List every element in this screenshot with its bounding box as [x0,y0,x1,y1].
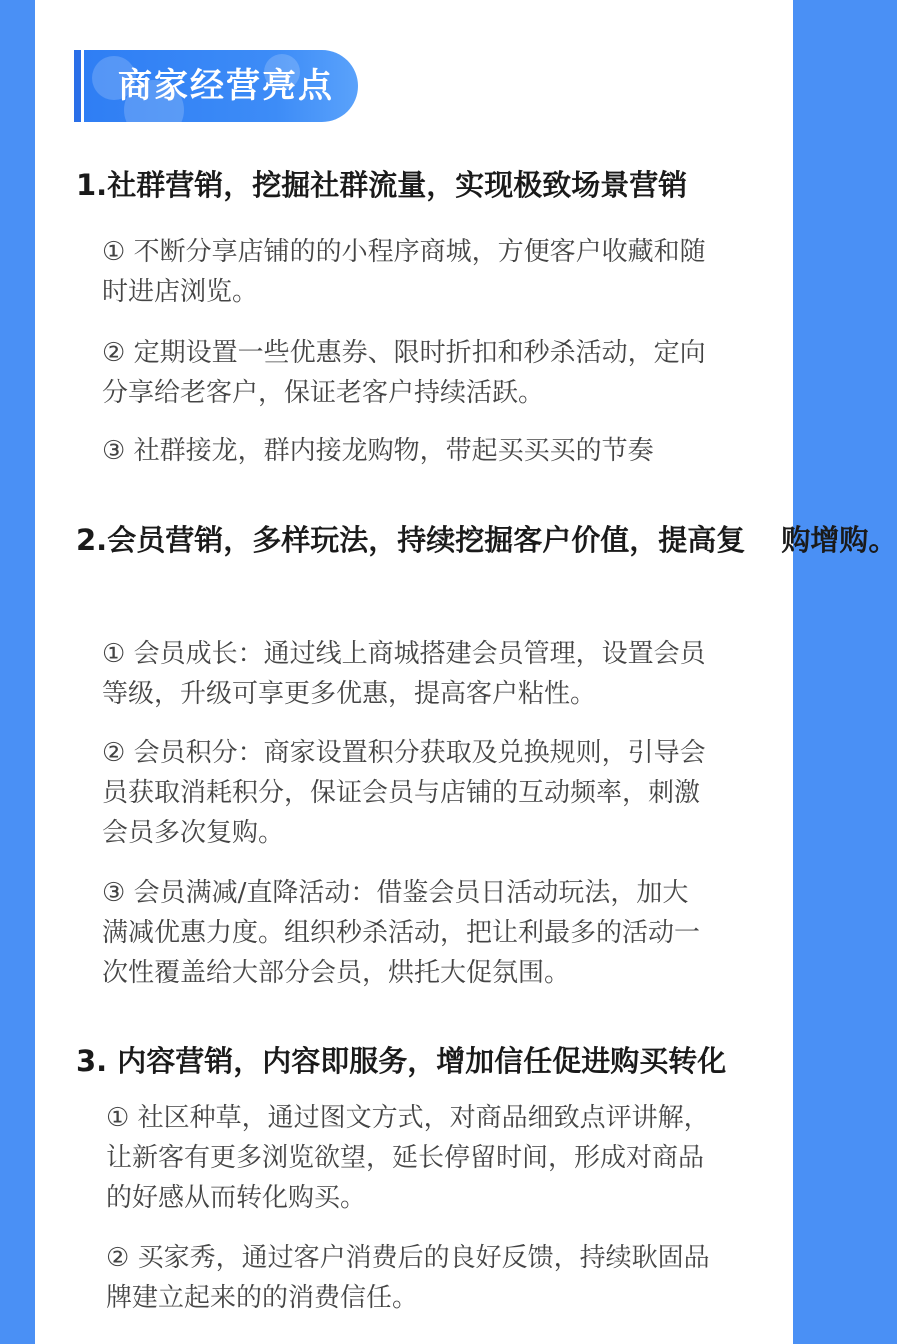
item-line: ③ 社群接龙，群内接龙购物，带起买买买的节奏 [102,436,654,466]
item-line: 次性覆盖给大部分会员，烘托大促氛围。 [102,958,571,988]
item-line: 时进店浏览。 [102,277,259,307]
item-line: 等级，升级可享更多优惠，提高客户粘性。 [102,679,597,709]
item-line: ① 不断分享店铺的的小程序商城，方便客户收藏和随 [102,237,706,267]
item-line: 让新客有更多浏览欲望，延长停留时间，形成对商品 [106,1143,705,1173]
heading-line: 2.会员营销，多样玩法，持续挖掘客户价值，提高复 [76,523,746,557]
item-line: ① 社区种草，通过图文方式，对商品细致点评讲解， [106,1103,710,1133]
section-title-badge [74,50,358,122]
section-heading-2 [76,518,897,563]
section-heading-1 [76,163,687,208]
item-line: 员获取消耗积分，保证会员与店铺的互动频率，刺激 [102,778,701,808]
item-line: ① 会员成长：通过线上商城搭建会员管理，设置会员 [102,639,706,669]
title-accent-bar [74,50,81,122]
page-title: 商家经营亮点 [118,66,334,106]
item-line: ③ 会员满减/直降活动：借鉴会员日活动玩法，加大 [102,878,689,908]
list-item [102,333,706,413]
list-item [102,431,654,471]
item-line: 满减优惠力度。组织秒杀活动，把让利最多的活动一 [102,918,701,948]
list-item [106,1238,710,1318]
item-line: ② 会员积分：商家设置积分获取及兑换规则，引导会 [102,738,706,768]
list-item [102,733,706,853]
item-line: 会员多次复购。 [102,818,285,848]
heading-line: 购增购。 [781,523,897,557]
item-line: ② 定期设置一些优惠券、限时折扣和秒杀活动，定向 [102,338,706,368]
heading-line: 1.社群营销，挖掘社群流量，实现极致场景营销 [76,168,688,202]
item-line: ② 买家秀，通过客户消费后的良好反馈，持续耿固品 [106,1243,710,1273]
heading-line: 3. 内容营销，内容即服务，增加信任促进购买转化 [76,1044,727,1078]
section-heading-3 [76,1039,726,1084]
list-item [102,232,706,312]
list-item [102,634,706,714]
list-item [102,873,700,993]
title-pill [84,50,358,122]
item-line: 分享给老客户，保证老客户持续活跃。 [102,378,545,408]
list-item [106,1098,710,1218]
item-line: 牌建立起来的的消费信任。 [106,1283,419,1313]
item-line: 的好感从而转化购买。 [106,1183,367,1213]
